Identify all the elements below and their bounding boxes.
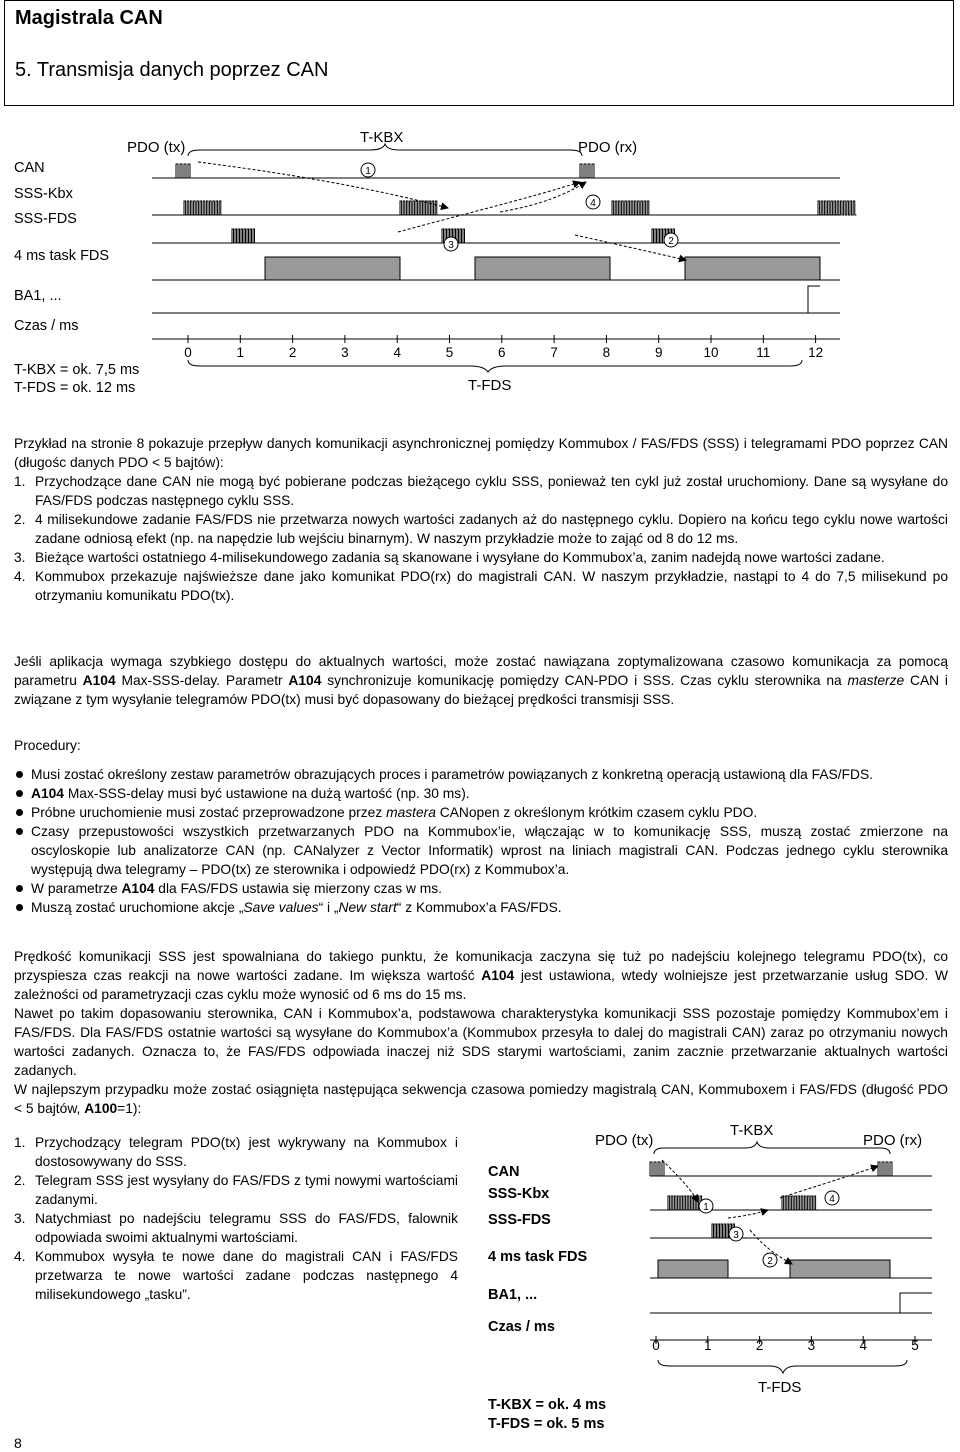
marker-1: 1: [703, 1202, 709, 1213]
sss-kbx-pulse: [668, 1196, 703, 1210]
sss-fds-pulse: [232, 229, 256, 243]
intro-paragraph: [14, 434, 948, 605]
step-item-2: 2. Telegram SSS jest wysyłany do FAS/FDS z tymi nowymi wartościami zadanymi.: [14, 1173, 458, 1207]
time-tick-label: 0: [184, 345, 192, 360]
timing-diagram-1: [0, 120, 960, 400]
note-tkbx: T-KBX = ok. 4 ms: [488, 1397, 607, 1413]
time-tick-label: 3: [807, 1338, 816, 1353]
task-block-2: [790, 1260, 890, 1278]
task-block-1: [658, 1260, 728, 1278]
optimization-paragraph: Jeśli aplikacja wymaga szybkiego dostępu do aktualnych wartości, może zostać nawiązana zoptymalizowana czasowo komunikacja za pomocą parametru A104 Max-SSS-delay. Parametr A104 synchronizuje komunikację pomiędzy CAN-PDO i SSS. Czas cyklu sterownika na masterze CAN i związane z tym wysyłanie telegramów PDO(tx) musi być dopasowany do bieżącej prędkości transmisji SSS.: [14, 654, 948, 707]
row-label-sss-kbx: SSS-Kbx: [488, 1186, 550, 1202]
can-pulse-rx: [878, 1162, 894, 1176]
time-tick-label: 10: [703, 345, 719, 360]
row-label-task: 4 ms task FDS: [14, 248, 110, 264]
time-tick-label: 2: [288, 345, 297, 360]
time-tick-label: 2: [755, 1338, 764, 1353]
note-tkbx: T-KBX = ok. 7,5 ms: [14, 362, 140, 378]
row-label-sss-kbx: SSS-Kbx: [14, 186, 73, 202]
time-tick-label: 11: [756, 345, 771, 360]
row-label-ba1: BA1, ...: [488, 1287, 538, 1303]
time-tick-label: 4: [859, 1338, 867, 1353]
intro-item-3: 3. Bieżące wartości ostatniego 4-milisekundowego zadania są skanowane i wysyłane do Kommubox’a, zanim nadejdą nowe wartości zadane.: [14, 550, 885, 565]
task-block-3: [685, 257, 820, 280]
brace-tkbx: [654, 1142, 890, 1154]
sequence-steps: [14, 1133, 458, 1304]
list-item: Czasy przepustowości wszystkich przetwarzanych PDO na Kommubox’ie, włączając w to komunikację SSS, muszą zostać zmierzone na oscyloskopie lub analizatorze CAN (np. CANalyzer z Vector Informatik) wprost na liniach magistrali CAN. Podczas jednego cyklu sterownika występują dwa telegramy – PDO(tx) ze sterownika i odpowiedź PDO(rx) z Kommubox’a.: [14, 822, 948, 879]
time-tick-label: 6: [498, 345, 506, 360]
time-tick-label: 1: [704, 1338, 712, 1353]
row-label-sss-fds: SSS-FDS: [488, 1212, 551, 1228]
page-title: Magistrala CAN: [15, 7, 163, 29]
page-number: 8: [14, 1435, 22, 1451]
ba1-step: [152, 286, 820, 313]
marker-4: 4: [590, 198, 596, 209]
row-label-time: Czas / ms: [14, 318, 79, 334]
section-title: 5. Transmisja danych poprzez CAN: [15, 59, 329, 81]
sss-kbx-pulse: [400, 201, 438, 215]
row-label-sss-fds: SSS-FDS: [14, 211, 77, 227]
marker-1: 1: [365, 166, 371, 177]
can-pulse-rx: [580, 164, 596, 178]
time-tick-label: 3: [341, 345, 349, 360]
procedures-title: Procedury:: [14, 738, 81, 753]
time-tick-label: 9: [654, 345, 663, 360]
label-pdo-rx: PDO (rx): [863, 1132, 923, 1149]
intro-item-2: 2. 4 milisekundowe zadanie FAS/FDS nie przetwarza nowych wartości zadanych aż do następnego cyklu. Dopiero na końcu tego cyklu nowe wartości zadane odniosą efekt (np. na napędzie lub wejściu binarnym). W naszym przykładzie może to zająć od 8 do 12 ms.: [14, 512, 948, 546]
intro-item-4: 4. Kommubox przekazuje najświeższe dane jako komunikat PDO(rx) do magistrali CAN. W naszym przykładzie, nastąpi to 4 do 7,5 milisekund po otrzymaniu komunikatu PDO(tx).: [14, 569, 948, 603]
procedures-list: [14, 765, 948, 917]
can-pulse-tx: [650, 1162, 666, 1176]
time-tick-label: 8: [602, 345, 611, 360]
marker-2: 2: [767, 1256, 773, 1267]
intro-text: Przykład na stronie 8 pokazuje przepływ danych komunikacji asynchronicznej pomiędzy Kommubox / FAS/FDS (SSS) i telegramami PDO poprzez CAN (długośc danych PDO < 5 bajtów):: [14, 436, 948, 470]
label-pdo-tx: PDO (tx): [127, 139, 186, 156]
page-header: [4, 0, 954, 106]
list-item: Próbne uruchomienie musi zostać przeprowadzone przez mastera CANopen z określonym krótkim czasem cyklu PDO.: [14, 803, 948, 822]
arrow-1: [662, 1160, 698, 1202]
label-tfds: T-FDS: [758, 1379, 802, 1396]
marker-3: 3: [733, 1230, 739, 1241]
brace-tfds: [188, 360, 802, 372]
can-pulse-tx: [176, 164, 192, 178]
intro-item-1: 1. Przychodzące dane CAN nie mogą być pobierane podczas bieżącego cyklu SSS, ponieważ ten cykl już został uruchomiony. Dane są wysyłane do FAS/FDS podczas następnego cyklu SSS.: [14, 474, 948, 508]
time-tick-label: 0: [652, 1338, 660, 1353]
note-tfds: T-FDS = ok. 12 ms: [14, 380, 136, 396]
time-tick-label: 12: [808, 345, 824, 360]
label-tkbx: T-KBX: [730, 1122, 774, 1139]
arrow-3: [728, 1210, 768, 1218]
task-block-1: [265, 257, 400, 280]
time-tick-label: 1: [236, 345, 245, 360]
sss-kbx-pulse: [184, 201, 222, 215]
step-item-3: 3. Natychmiast po nadejściu telegramu SSS do FAS/FDS, falownik odpowiada swoimi aktualnymi wartościami.: [14, 1211, 458, 1245]
marker-3: 3: [448, 240, 454, 251]
list-item: A104 Max-SSS-delay musi być ustawione na dużą wartość (np. 30 ms).: [14, 784, 948, 803]
time-tick-label: 7: [550, 345, 558, 360]
marker-4: 4: [829, 1194, 835, 1205]
note-tfds: T-FDS = ok. 5 ms: [488, 1416, 605, 1432]
timing-diagram-2: [480, 1118, 950, 1438]
row-label-ba1: BA1, ...: [14, 288, 62, 304]
brace-tfds: [658, 1360, 907, 1373]
row-label-can: CAN: [14, 160, 45, 176]
sss-kbx-pulse: [782, 1196, 817, 1210]
list-item: W parametrze A104 dla FAS/FDS ustawia się mierzony czas w ms.: [14, 879, 948, 898]
arrow-4: [500, 182, 586, 212]
label-tkbx: T-KBX: [360, 129, 404, 146]
ba1-step: [650, 1293, 932, 1313]
sss-kbx-pulse: [612, 201, 650, 215]
time-tick-label: 4: [393, 345, 401, 360]
step-item-1: 1. Przychodzący telegram PDO(tx) jest wykrywany na Kommubox i dostosowywany do SSS.: [14, 1135, 458, 1169]
task-block-2: [475, 257, 610, 280]
time-tick-label: 5: [445, 345, 454, 360]
speed-paragraph: Prędkość komunikacji SSS jest spowalniana do takiego punktu, że komunikacja zaczyna się tuż po nadejściu kolejnego telegramu PDO(tx), co przyspiesza czas reakcji na nowe wartości zadane. Im większa wartość A104 jest ustawiona, wtedy wolniejsze jest przetwarzanie usług SDO. W zależności od parametryzacji czas cyklu może wynosić od 6 ms do 15 ms. Nawet po takim dopasowaniu sterownika, CAN i Kommubox’a, podstawowa charakterystyka komunikacji SSS pozostaje pomiędzy Kommubox’em i FAS/FDS. Dla FAS/FDS ostatnie wartości są wysyłane do Kommubox’a (Kommubox przesyła to dalej do magistrali CAN) zaraz po otrzymaniu nowych wartości zadanych. Oznacza to, że FAS/FDS odpowiada inaczej niż SDS starymi wartościami, zanim zacznie przetwarzanie aktualnych wartości zadanych. W najlepszym przypadku może zostać osiągnięta następująca sekwencja czasowa pomiedzy magistralą CAN, Kommuboxem i FAS/FDS (długość PDO < 5 bajtów, A100=1):: [14, 949, 948, 1116]
sss-kbx-pulse: [818, 201, 856, 215]
list-item: Musi zostać określony zestaw parametrów obrazujących proces i parametrów powiązanych z konkretną operacją ustawioną dla FAS/FDS.: [14, 765, 948, 784]
marker-2: 2: [668, 236, 674, 247]
label-tfds: T-FDS: [468, 377, 512, 394]
list-item: Muszą zostać uruchomione akcje „Save values“ i „New start“ z Kommubox’a FAS/FDS.: [14, 898, 948, 917]
label-pdo-rx: PDO (rx): [578, 139, 638, 156]
row-label-task: 4 ms task FDS: [488, 1249, 588, 1265]
time-tick-label: 5: [911, 1338, 919, 1353]
label-pdo-tx: PDO (tx): [595, 1132, 654, 1149]
row-label-can: CAN: [488, 1164, 520, 1180]
row-label-time: Czas / ms: [488, 1319, 555, 1335]
step-item-4: 4. Kommubox wysyła te nowe dane do magistrali CAN i FAS/FDS przetwarza te nowe wartości zadane podczas następnego 4 milisekundowego „tasku”.: [14, 1249, 458, 1302]
